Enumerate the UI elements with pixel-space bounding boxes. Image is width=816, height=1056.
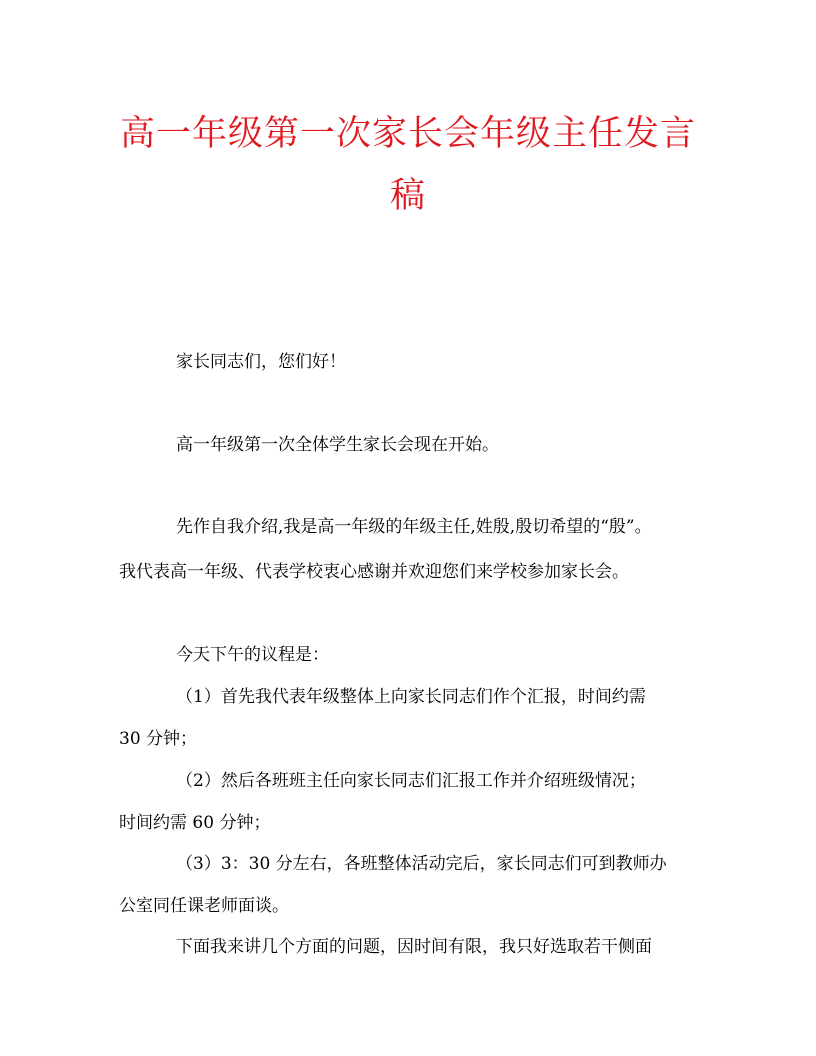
agenda-item-3-line-2: 公室同任课老师面谈。 [119, 896, 289, 916]
agenda-item-2-line-1: （2）然后各班班主任向家长同志们汇报工作并介绍班级情况； [176, 771, 646, 791]
agenda-heading: 今天下午的议程是： [176, 645, 329, 665]
document-title-line-1: 高一年级第一次家长会年级主任发言 [119, 114, 696, 154]
agenda-item-1-line-2: 30 分钟； [119, 729, 198, 749]
intro-line-1: 先作自我介绍,我是高一年级的年级主任,姓殷,殷切希望的“殷”。 [176, 517, 652, 537]
agenda-item-2-line-2: 时间约需 60 分钟； [119, 813, 271, 833]
intro-line-2: 我代表高一年级、代表学校衷心感谢并欢迎您们来学校参加家长会。 [119, 562, 629, 582]
document-title-line-2: 稿 [389, 176, 426, 216]
agenda-item-1-line-1: （1）首先我代表年级整体上向家长同志们作个汇报，时间约需 [176, 687, 646, 707]
greeting-line: 家长同志们，您们好！ [176, 352, 346, 372]
agenda-item-3-line-1: （3）3：30 分左右，各班整体活动完后，家长同志们可到教师办 [176, 854, 667, 874]
body-paragraph-line: 下面我来讲几个方面的问题，因时间有限，我只好选取若干侧面 [176, 937, 652, 957]
opening-line: 高一年级第一次全体学生家长会现在开始。 [176, 435, 499, 455]
